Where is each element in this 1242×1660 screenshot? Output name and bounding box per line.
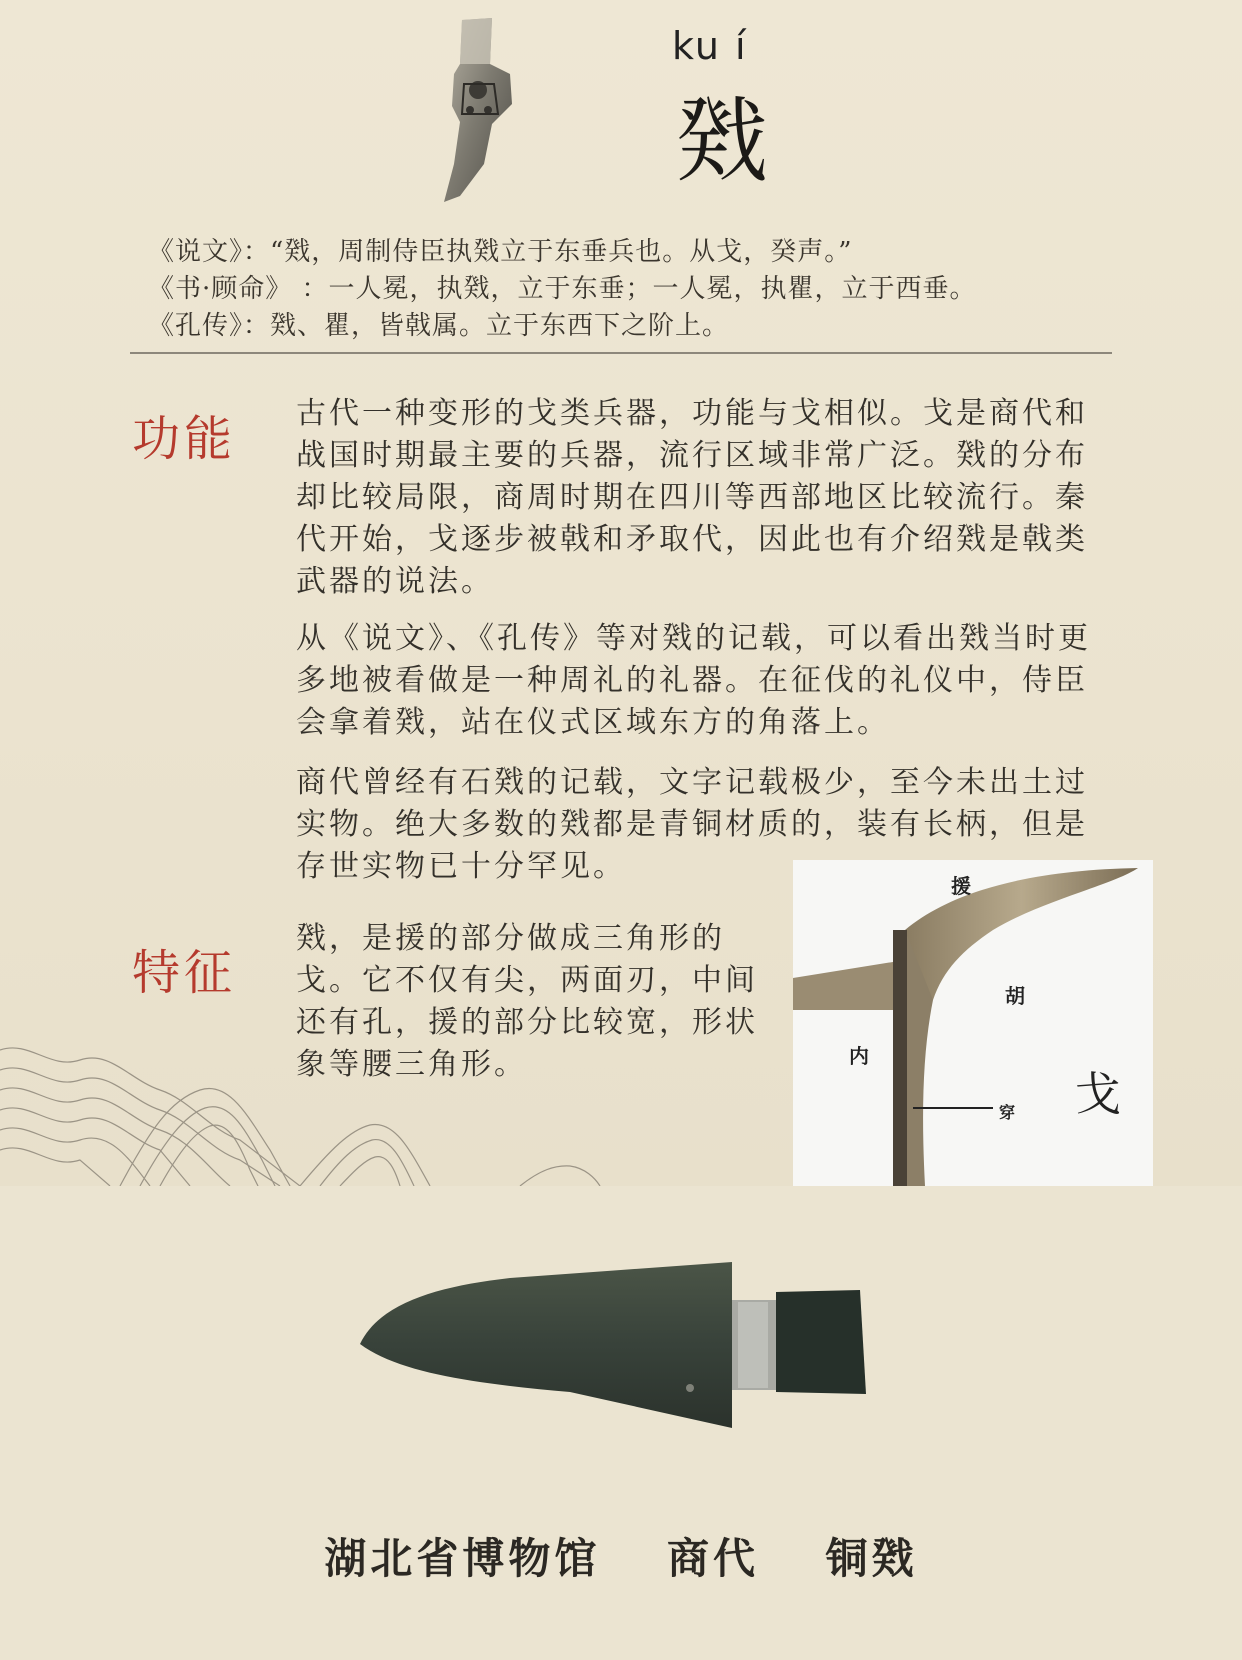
pinyin: ku í xyxy=(672,24,748,68)
label-chuan: 穿 xyxy=(999,1103,1016,1122)
kui-artifact-image xyxy=(440,14,550,204)
caption-item: 铜戣 xyxy=(825,1534,918,1583)
function-heading: 功能 xyxy=(132,411,237,467)
function-paragraph-2: 从《说文》、《孔传》等对戣的记载，可以看出戣当时更多地被看做是一种周礼的礼器。在征伐的礼仪中，侍臣会拿着戣，站在仪式区域东方的角落上。 xyxy=(296,621,1091,740)
quote-shu-guming: 《书·顾命》 ：一人冕，执戣，立于东垂；一人冕，执瞿，立于西垂。 xyxy=(148,274,977,304)
function-paragraph-3: 商代曾经有石戣的记载，文字记载极少，至今未出土过实物。绝大多数的戣都是青铜材质的，装有长柄，但是存世实物已十分罕见。 xyxy=(296,765,1088,884)
title-character: 戣 xyxy=(676,88,769,195)
quote-shuowen: 《说文》：“戣，周制侍臣执戣立于东垂兵也。从戈，癸声。” xyxy=(148,237,853,267)
label-nei: 内 xyxy=(849,1044,869,1068)
feature-heading: 特征 xyxy=(132,945,237,1001)
ge-diagram-drawing xyxy=(793,860,1153,1186)
caption-era: 商代 xyxy=(666,1534,759,1583)
classical-quotes xyxy=(148,234,1108,345)
quote-kongzhuan: 《孔传》：戣、瞿，皆戟属。立于东西下之阶上。 xyxy=(148,311,730,341)
mountain-illustration xyxy=(0,1020,620,1186)
feature-paragraph: 戣，是援的部分做成三角形的戈。它不仅有尖，两面刃，中间还有孔，援的部分比较宽，形状象等腰三角形。 xyxy=(296,921,758,1082)
label-ge: 戈 xyxy=(1075,1067,1121,1121)
function-paragraph-1: 古代一种变形的戈类兵器，功能与戈相似。戈是商代和战国时期最主要的兵器，流行区域非常广泛。戣的分布却比较局限，商周时期在四川等西部地区比较流行。秦代开始，戈逐步被戟和矛取代，因此也有介绍戣是戟类武器的说法。 xyxy=(296,396,1088,599)
label-hu: 胡 xyxy=(1005,984,1025,1008)
artifact-caption xyxy=(0,1526,1242,1586)
divider xyxy=(130,352,1112,354)
ge-diagram xyxy=(793,860,1153,1186)
bronze-kui-artifact-image xyxy=(360,1262,868,1428)
label-yuan: 援 xyxy=(951,874,971,898)
caption-museum: 湖北省博物馆 xyxy=(324,1534,601,1583)
